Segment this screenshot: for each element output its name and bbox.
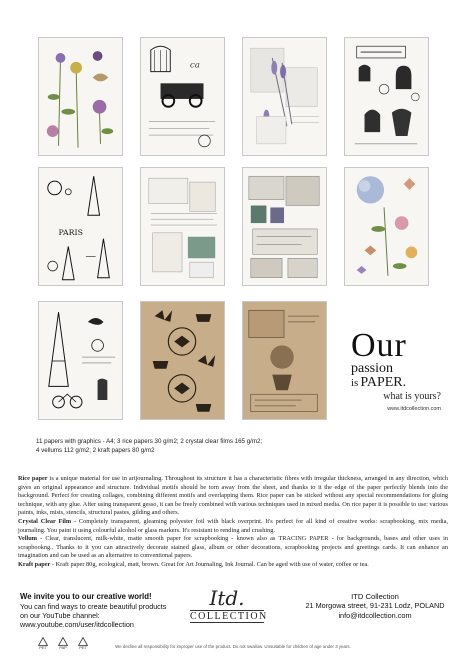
eiffel-birds-graphic [39, 302, 122, 419]
crystal-film-paragraph [18, 518, 448, 535]
company-contact [300, 592, 450, 620]
slogan-row-paper [351, 376, 441, 390]
vintage-car-graphic [141, 38, 224, 155]
kraft-paper-label: Kraft paper [18, 560, 51, 568]
recycle-label: PET [39, 646, 47, 650]
invite-line-1: You can find ways to create beautiful products [20, 602, 167, 611]
kraft-paper-paragraph [18, 561, 448, 570]
svg-text:PARIS: PARIS [58, 227, 83, 237]
kraft-paper-text: - Kraft paper 80g, ecological, matt, brown. Great for Art Journaling, Ink Journal. Can be aged with use of water, coffee or tea. [50, 560, 369, 568]
crystal-film-text: - Completely transparent, gleaming polyester foil with black overprint. It's perfect for all kind of creative works: scrapbooking, mix media, journaling. You paint it using colourful alcohol or glass markers. It's resistant to rending and crushing. [18, 517, 448, 534]
product-specs [36, 437, 262, 455]
company-address: 21 Morgowa street, 91-231 Lodz, POLAND [305, 601, 445, 611]
rice-paper-paragraph [18, 475, 448, 518]
crystal-film-label: Crystal Clear Film [18, 517, 72, 525]
youtube-link[interactable]: www.youtube.com/user/itdcollection [20, 620, 134, 629]
logo-itd-text: Itd. [209, 586, 245, 610]
perfume-labels-graphic [345, 38, 428, 155]
slogan-line-our: Our [351, 327, 407, 364]
invite-title: We invite you to our creative world! [20, 592, 152, 601]
stamps-collage-graphic [243, 168, 326, 285]
invite-line-2: on our YouTube channel: [20, 611, 100, 620]
product-grid [38, 37, 432, 357]
product-tile-vintage-car[interactable] [140, 37, 225, 156]
company-name: ITD Collection [351, 592, 399, 601]
product-tile-hydrangea[interactable] [344, 167, 429, 286]
specs-line-2: 4 vellums 112 g/m2; 2 kraft papers 80 g/m2 [36, 447, 155, 454]
logo-collection-text: COLLECTION [190, 611, 268, 622]
lavender-graphic [243, 38, 326, 155]
product-tile-eiffel-birds[interactable] [38, 301, 123, 420]
rice-paper-label: Rice paper [18, 475, 48, 482]
slogan-line-passion: passion [351, 361, 393, 376]
kraft-postcard-graphic [243, 302, 326, 419]
vellum-text: - Clear, translucent, milk-white, matte smooth paper for scrapbooking - known also as TRACING PAPER - for backgrounds, bases and other uses in scrapbookng.. Thanks to it you can attractively decorate stained glass, album or other decorations, scrapbooking projects and greetings cards. It can enhance an imagination and can be used as an alternative to conventional papers. [18, 535, 448, 560]
product-tile-kraft-butterflies[interactable] [140, 301, 225, 420]
product-tile-stamps[interactable] [242, 167, 327, 286]
slogan-is: is [351, 377, 359, 389]
slogan-paper: PAPER. [360, 375, 407, 390]
product-tile-perfume[interactable] [344, 37, 429, 156]
invite-block [20, 592, 185, 629]
postcards-script-graphic [141, 168, 224, 285]
product-tile-lavender[interactable] [242, 37, 327, 156]
vellum-paragraph [18, 535, 448, 561]
rice-paper-text: is a unique material for use in artjournaling. Throughout its structure it has a characteristic fibres with irregular thickness, arranged in any direction, which gives an original appearance and structure. Individual motifs should be torn away from the sheet, and thanks to it the edge of the paper perfectly blends into the background. Perfect for creating collages, combining different motifs and overlapping them. Rice paper can be sticked without any special recommendations for gluing technique, with any glue. After using transparent gesso, it can be freely combined with various techniques used in mixed media. On rice paper it is possible to use: various paints, inks, mists, stencils, structural pastes, gilding and others. [18, 475, 448, 517]
safety-disclaimer: We decline all responsibility for improper use of the product. Do not swallow. Unsuitable for children of age under 3 years. [115, 644, 351, 649]
product-tile-botanical[interactable] [38, 37, 123, 156]
paris-eiffel-graphic [39, 168, 122, 285]
recycle-label: PAP [59, 646, 67, 650]
recycle-label: PET [79, 646, 87, 650]
slogan-question: what is yours? [383, 391, 441, 402]
product-tile-kraft-postcard[interactable] [242, 301, 327, 420]
slogan-website[interactable]: www.itdcollection.com [387, 406, 441, 412]
vellum-label: Vellum [18, 535, 38, 543]
product-tile-paris[interactable] [38, 167, 123, 286]
kraft-butterflies-graphic [141, 302, 224, 419]
hydrangea-butterflies-graphic [345, 168, 428, 285]
company-email[interactable]: info@itdcollection.com [338, 610, 412, 620]
slogan-block [351, 327, 441, 412]
svg-text:ca: ca [189, 60, 200, 71]
specs-line-1: 11 papers with graphics - A4; 3 rice papers 30 g/m2; 2 crystal clear films 165 g/m2; [36, 438, 263, 445]
material-descriptions [18, 475, 448, 570]
botanical-herbs-graphic [39, 38, 122, 155]
product-tile-postcards[interactable] [140, 167, 225, 286]
itd-collection-logo [188, 586, 266, 630]
